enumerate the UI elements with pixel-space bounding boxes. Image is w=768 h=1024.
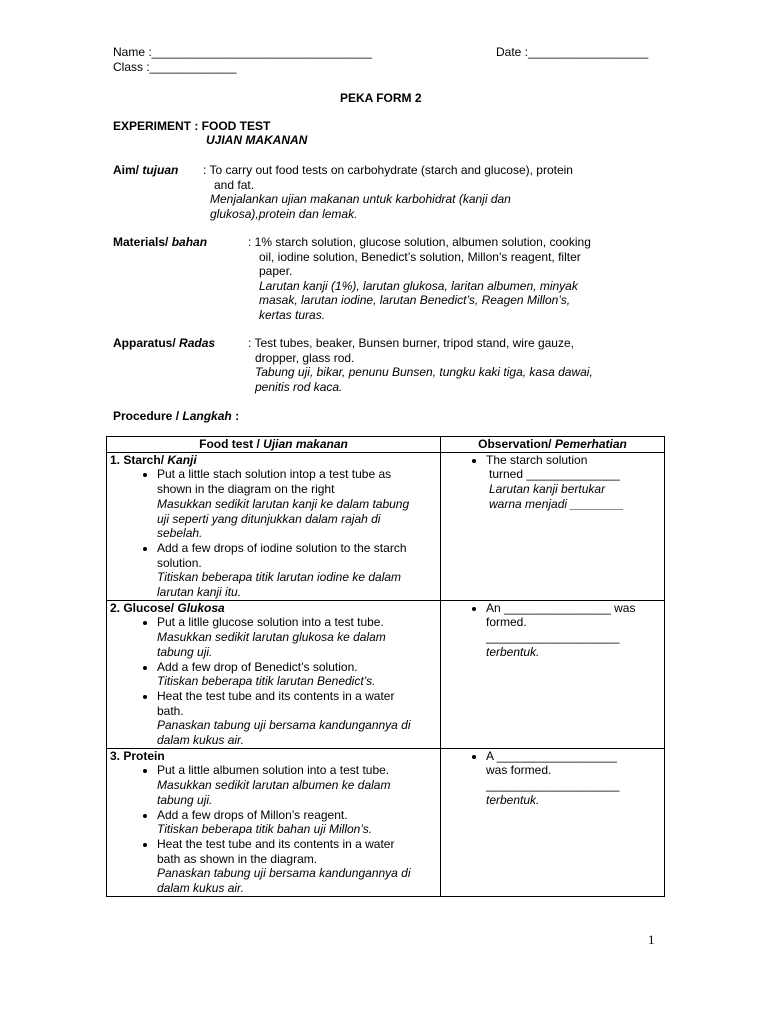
observation-text: ____________________ <box>486 630 620 645</box>
step-text-malay: Panaskan tabung uji bersama kandungannya di <box>157 718 411 733</box>
list-item <box>486 453 661 512</box>
step-text-malay: Masukkan sedikit larutan kanji ke dalam tabung <box>157 496 410 511</box>
list-item <box>486 601 661 660</box>
observation-text-malay: terbentuk. <box>486 792 540 807</box>
name-field-label: Name :_________________________________ <box>113 45 372 59</box>
aim-label-en: Aim/ <box>113 163 140 177</box>
step-text-malay: tabung uji. <box>157 792 213 807</box>
step-text-malay: dalam kukus air. <box>157 733 244 748</box>
experiment-label-malay: UJIAN MAKANAN <box>206 133 308 147</box>
apparatus-line: dropper, glass rod. <box>255 350 355 365</box>
materials-line: : 1% starch solution, glucose solution, albumen solution, cooking <box>248 235 591 249</box>
aim-label-malay: tujuan <box>142 163 179 177</box>
observation-list <box>444 453 661 512</box>
step-text: • Put a little stach solution intop a test tube as <box>157 467 392 482</box>
table-row <box>107 600 665 748</box>
step-text: • Heat the test tube and its contents in a water <box>157 836 395 851</box>
observation-text: ____________________ <box>486 778 620 793</box>
observation-text-malay: Larutan kanji bertukar <box>489 482 606 497</box>
materials-label-en: Materials/ <box>113 235 169 249</box>
procedure-label <box>113 409 239 424</box>
step-text-malay: Masukkan sedikit larutan glukosa ke dalam <box>157 630 386 645</box>
date-field-label: Date :__________________ <box>496 45 649 59</box>
experiment-label: EXPERIMENT : FOOD TEST <box>113 119 271 133</box>
table-row <box>107 748 665 896</box>
observation-text: turned ______________ <box>489 467 620 482</box>
food-test-cell <box>107 452 441 600</box>
observation-cell <box>441 748 665 896</box>
food-test-cell <box>107 600 441 748</box>
observation-text: • The starch solution <box>486 452 588 467</box>
aim-line-malay: glukosa),protein dan lemak. <box>210 206 358 221</box>
apparatus-label-en: Apparatus/ <box>113 336 176 350</box>
materials-text <box>248 235 591 322</box>
food-test-title <box>110 601 437 616</box>
column-header-en: Food test / <box>199 437 260 451</box>
materials-line: oil, iodine solution, Benedict’s solution, Millon’s reagent, filter <box>259 249 581 264</box>
materials-line-malay: kertas turas. <box>259 307 326 322</box>
table-row <box>107 452 665 600</box>
step-text: bath as shown in the diagram. <box>157 851 318 866</box>
step-text: shown in the diagram on the right <box>157 482 335 497</box>
column-header-food-test <box>107 437 441 453</box>
procedure-label-malay: Langkah <box>182 409 232 423</box>
observation-list <box>444 601 661 660</box>
step-text: • Heat the test tube and its contents in a water <box>157 688 395 703</box>
food-test-cell <box>107 748 441 896</box>
aim-line: : To carry out food tests on carbohydrate (starch and glucose), protein <box>203 163 573 177</box>
column-header-malay: Pemerhatian <box>554 437 627 451</box>
step-text-malay: Titiskan beberapa titik bahan uji Millon’s. <box>157 822 373 837</box>
column-header-malay: Ujian makanan <box>263 437 348 451</box>
food-test-table <box>106 436 665 897</box>
table-header-row <box>107 437 665 453</box>
step-text-malay: Titiskan beberapa titik larutan iodine ke dalam <box>157 570 402 585</box>
class-field-label: Class :_____________ <box>113 60 237 74</box>
aim-line: and fat. <box>214 177 255 192</box>
step-list <box>110 467 437 599</box>
step-text: • Put a little albumen solution into a test tube. <box>157 763 390 778</box>
observation-text: was formed. <box>486 763 552 778</box>
step-text: • Add a few drops of iodine solution to the starch <box>157 540 407 555</box>
document-title: PEKA FORM 2 <box>340 91 422 105</box>
column-header-en: Observation/ <box>478 437 552 451</box>
food-test-title-malay: Glukosa <box>177 600 225 615</box>
materials-line-malay: masak, larutan iodine, larutan Benedict’s, Reagen Millon’s, <box>259 293 571 307</box>
step-text-malay: sebelah. <box>157 526 203 541</box>
list-item <box>157 660 437 689</box>
materials-line-malay: Larutan kanji (1%), larutan glukosa, laritan albumen, minyak <box>259 278 578 293</box>
observation-cell <box>441 600 665 748</box>
apparatus-line: : Test tubes, beaker, Bunsen burner, tripod stand, wire gauze, <box>248 336 574 350</box>
observation-text: formed. <box>486 615 527 630</box>
step-text-malay: Masukkan sedikit larutan albumen ke dalam <box>157 778 391 793</box>
apparatus-label-malay: Radas <box>179 336 216 350</box>
observation-text: • An ________________ was <box>486 600 636 615</box>
observation-text-malay: terbentuk. <box>486 644 540 659</box>
aim-text <box>203 163 573 221</box>
step-text-malay: Titiskan beberapa titik larutan Benedict’s. <box>157 674 376 689</box>
observation-text-malay: warna menjadi ________ <box>489 496 624 511</box>
step-text-malay: Panaskan tabung uji bersama kandungannya di <box>157 866 411 881</box>
materials-line: paper. <box>259 264 293 278</box>
materials-label <box>113 235 207 250</box>
step-list <box>110 763 437 895</box>
list-item <box>157 689 437 748</box>
list-item <box>157 808 437 837</box>
aim-line-malay: Menjalankan ujian makanan untuk karbohidrat (kanji dan <box>210 192 511 206</box>
procedure-label-en: Procedure / <box>113 409 180 423</box>
apparatus-text <box>248 336 593 394</box>
step-text: solution. <box>157 555 202 570</box>
step-list <box>110 615 437 747</box>
step-text-malay: tabung uji. <box>157 644 213 659</box>
apparatus-line-malay: Tabung uji, bikar, penunu Bunsen, tungku kaki tiga, kasa dawai, <box>255 365 593 379</box>
food-test-title-en: 1. Starch/ <box>110 452 165 467</box>
step-text-malay: uji seperti yang ditunjukkan dalam rajah di <box>157 511 381 526</box>
observation-list <box>444 749 661 808</box>
food-test-title <box>110 749 437 764</box>
materials-label-malay: bahan <box>171 235 208 249</box>
food-test-title <box>110 453 437 468</box>
list-item <box>157 615 437 659</box>
observation-cell <box>441 452 665 600</box>
apparatus-label <box>113 336 215 351</box>
list-item <box>157 541 437 600</box>
step-text: bath. <box>157 703 184 718</box>
step-text-malay: dalam kukus air. <box>157 881 244 896</box>
aim-label <box>113 163 178 178</box>
list-item <box>157 763 437 807</box>
food-test-title-en: 3. Protein <box>110 748 165 763</box>
list-item <box>157 467 437 541</box>
observation-text: • A __________________ <box>486 748 617 763</box>
procedure-colon: : <box>235 409 240 423</box>
page-number: 1 <box>648 932 655 947</box>
step-text: • Put a litlle glucose solution into a test tube. <box>157 615 384 630</box>
food-test-title-malay: Kanji <box>167 452 197 467</box>
step-text-malay: larutan kanji itu. <box>157 585 242 600</box>
step-text: • Add a few drop of Benedict’s solution. <box>157 659 358 674</box>
list-item <box>486 749 661 808</box>
apparatus-line-malay: penitis rod kaca. <box>255 379 343 394</box>
step-text: • Add a few drops of Millon’s reagent. <box>157 807 348 822</box>
column-header-observation <box>441 437 665 453</box>
list-item <box>157 837 437 896</box>
food-test-title-en: 2. Glucose/ <box>110 600 175 615</box>
